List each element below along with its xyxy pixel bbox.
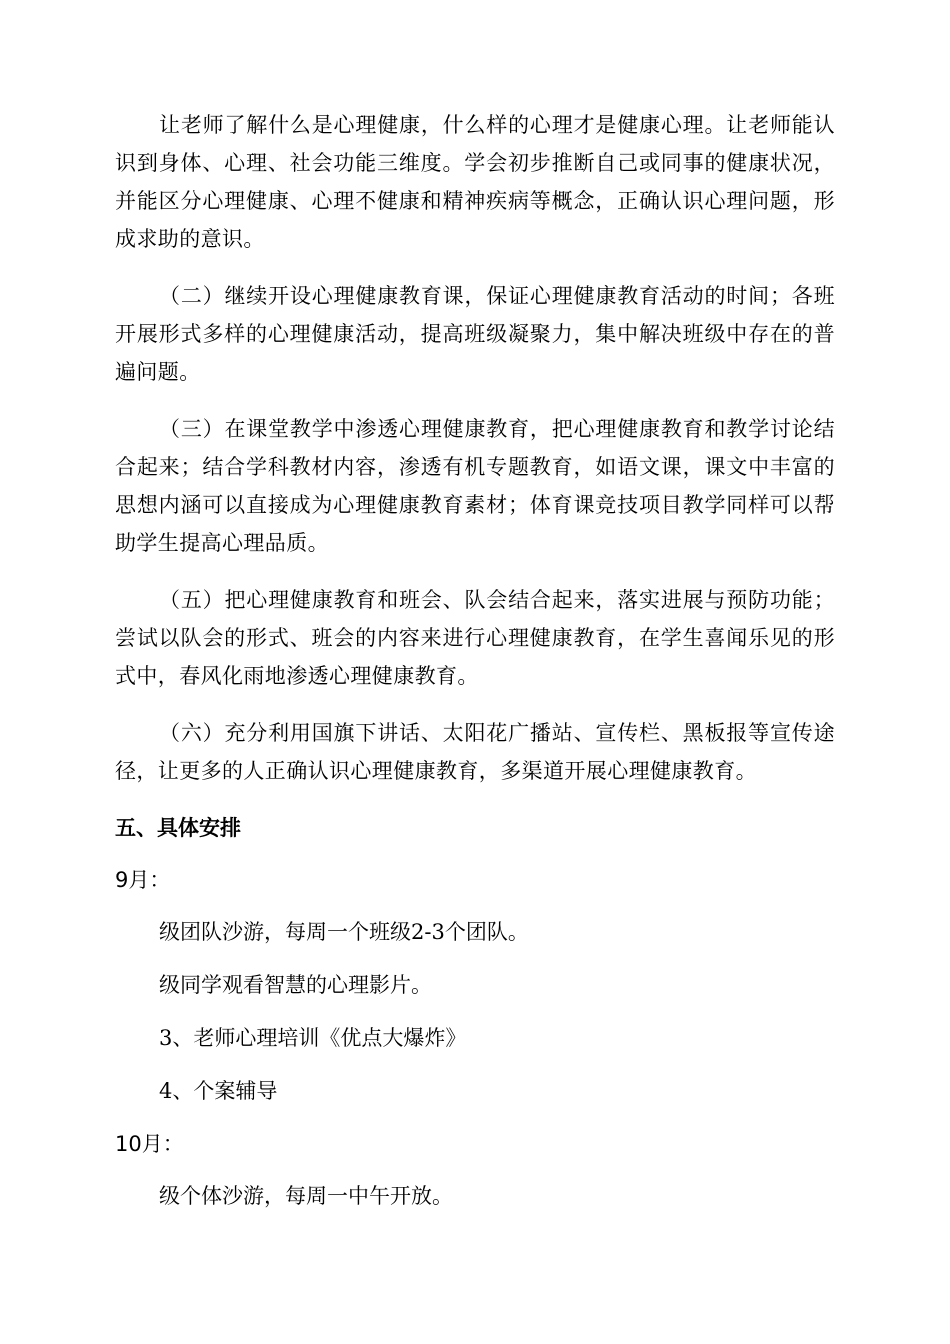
paragraph-item-3: （三）在课堂教学中渗透心理健康教育，把心理健康教育和教学讨论结合起来；结合学科教材内容，渗透有机专题教育，如语文课，课文中丰富的思想内涵可以直接成为心理健康教育素材；体育课竞技项目教学同样可以帮助学生提高心理品质。 [115, 417, 835, 555]
list-item: 级同学观看智慧的心理影片。 [159, 973, 432, 997]
document-page [115, 106, 835, 1230]
section-heading: 五、具体安排 [115, 816, 241, 840]
list-item: 级团队沙游，每周一个班级2-3个团队。 [159, 920, 529, 944]
month-label-october: 10月： [115, 1132, 184, 1156]
paragraph-teacher-training: 让老师了解什么是心理健康，什么样的心理才是健康心理。让老师能认识到身体、心理、社会功能三维度。学会初步推断自己或同事的健康状况，并能区分心理健康、心理不健康和精神疾病等概念，正确认识心理问题，形成求助的意识。 [115, 113, 835, 251]
month-label-september: 9月： [115, 868, 171, 892]
paragraph-item-6: （六）充分利用国旗下讲话、太阳花广播站、宣传栏、黑板报等宣传途径，让更多的人正确认识心理健康教育，多渠道开展心理健康教育。 [115, 721, 835, 783]
paragraph-item-2: （二）继续开设心理健康教育课，保证心理健康教育活动的时间；各班开展形式多样的心理健康活动，提高班级凝聚力，集中解决班级中存在的普遍问题。 [115, 284, 835, 384]
list-item: 3、老师心理培训《优点大爆炸》 [159, 1026, 467, 1050]
list-item: 4、个案辅导 [159, 1079, 278, 1103]
list-item: 级个体沙游，每周一中午开放。 [159, 1184, 453, 1208]
paragraph-item-5: （五）把心理健康教育和班会、队会结合起来，落实进展与预防功能；尝试以队会的形式、班会的内容来进行心理健康教育，在学生喜闻乐见的形式中，春风化雨地渗透心理健康教育。 [115, 588, 835, 688]
